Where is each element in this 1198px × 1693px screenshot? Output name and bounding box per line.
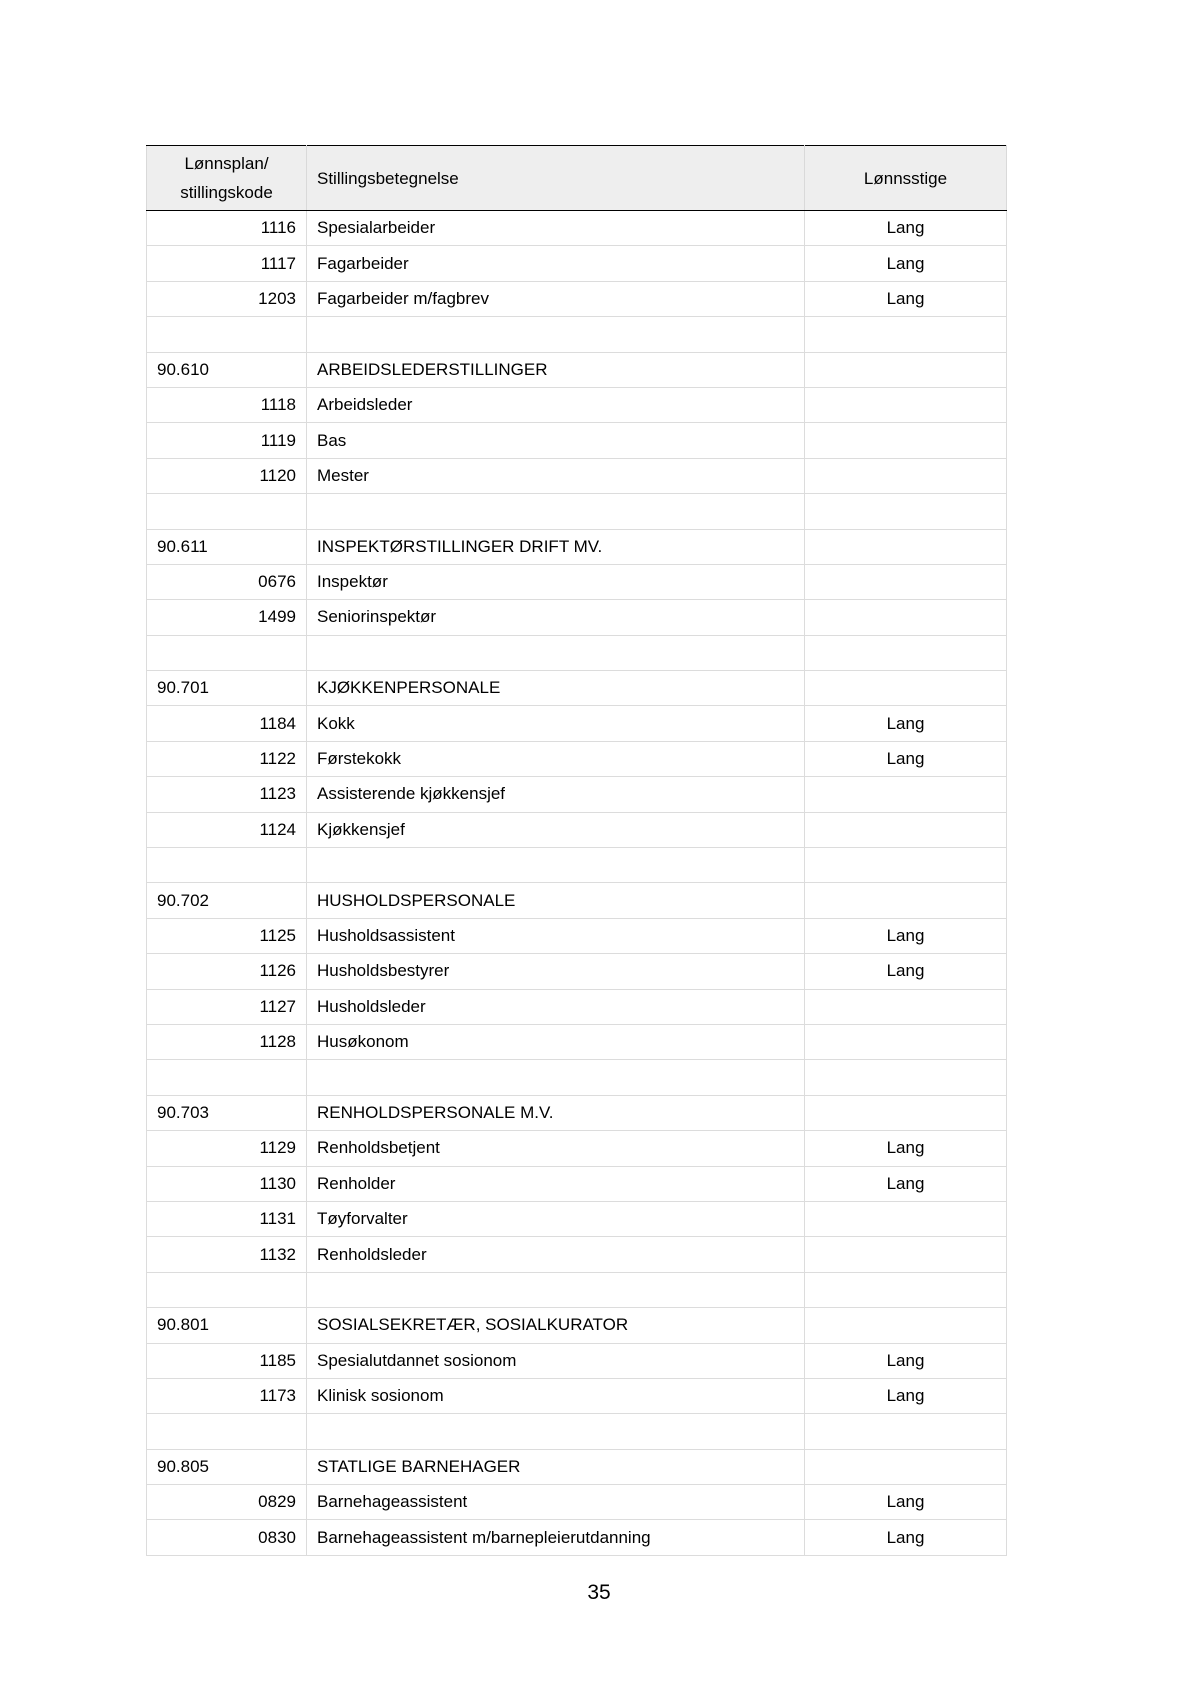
title-cell: Assisterende kjøkkensjef	[307, 777, 805, 812]
table-row	[147, 1343, 1007, 1378]
title-cell: Husøkonom	[307, 1024, 805, 1059]
spacer-row	[147, 494, 1007, 529]
title-cell: Spesialarbeider	[307, 211, 805, 246]
section-row	[147, 352, 1007, 387]
title-cell: Seniorinspektør	[307, 600, 805, 635]
code-cell: 1119	[147, 423, 307, 458]
spacer-row	[147, 848, 1007, 883]
title-cell: Renholdsbetjent	[307, 1131, 805, 1166]
table-row	[147, 954, 1007, 989]
title-cell: Kjøkkensjef	[307, 812, 805, 847]
title-cell: Inspektør	[307, 564, 805, 599]
scale-cell: Lang	[805, 281, 1007, 316]
scale-cell	[805, 387, 1007, 422]
scale-cell: Lang	[805, 1343, 1007, 1378]
table-row	[147, 211, 1007, 246]
scale-cell	[805, 989, 1007, 1024]
position-table	[146, 145, 1007, 1556]
table-row	[147, 812, 1007, 847]
scale-cell	[805, 1237, 1007, 1272]
scale-cell: Lang	[805, 211, 1007, 246]
scale-cell	[805, 1201, 1007, 1236]
code-cell: 1499	[147, 600, 307, 635]
section-title-cell: ARBEIDSLEDERSTILLINGER	[307, 352, 805, 387]
code-cell: 1173	[147, 1378, 307, 1413]
section-row	[147, 1449, 1007, 1484]
scale-cell	[805, 848, 1007, 883]
code-cell: 1131	[147, 1201, 307, 1236]
title-cell: Husholdsassistent	[307, 918, 805, 953]
table-row	[147, 1378, 1007, 1413]
scale-cell: Lang	[805, 1166, 1007, 1201]
title-cell: Spesialutdannet sosionom	[307, 1343, 805, 1378]
section-code-cell: 90.701	[147, 671, 307, 706]
scale-cell	[805, 529, 1007, 564]
title-cell: Mester	[307, 458, 805, 493]
title-cell	[307, 317, 805, 352]
code-cell: 1124	[147, 812, 307, 847]
code-cell: 1203	[147, 281, 307, 316]
title-cell: Tøyforvalter	[307, 1201, 805, 1236]
table-row	[147, 1201, 1007, 1236]
code-cell: 1125	[147, 918, 307, 953]
table-row	[147, 777, 1007, 812]
spacer-row	[147, 317, 1007, 352]
table-row	[147, 1237, 1007, 1272]
scale-cell: Lang	[805, 246, 1007, 281]
table-row	[147, 564, 1007, 599]
scale-cell: Lang	[805, 1485, 1007, 1520]
section-row	[147, 529, 1007, 564]
scale-cell: Lang	[805, 954, 1007, 989]
code-cell	[147, 1414, 307, 1449]
title-cell	[307, 1272, 805, 1307]
title-cell: Bas	[307, 423, 805, 458]
table-row	[147, 1166, 1007, 1201]
title-cell: Førstekokk	[307, 741, 805, 776]
scale-cell	[805, 1449, 1007, 1484]
scale-cell	[805, 1272, 1007, 1307]
page-number: 35	[587, 1581, 611, 1604]
header-row	[147, 146, 1007, 211]
scale-cell	[805, 635, 1007, 670]
code-cell: 1126	[147, 954, 307, 989]
section-code-cell: 90.611	[147, 529, 307, 564]
title-cell: Barnehageassistent	[307, 1485, 805, 1520]
table-row	[147, 281, 1007, 316]
code-cell	[147, 635, 307, 670]
section-code-cell: 90.610	[147, 352, 307, 387]
title-cell	[307, 635, 805, 670]
section-row	[147, 1095, 1007, 1130]
title-cell: Klinisk sosionom	[307, 1378, 805, 1413]
section-title-cell: STATLIGE BARNEHAGER	[307, 1449, 805, 1484]
code-cell	[147, 1060, 307, 1095]
header-title: Stillingsbetegnelse	[307, 146, 805, 211]
scale-cell: Lang	[805, 1520, 1007, 1555]
spacer-row	[147, 1414, 1007, 1449]
scale-cell: Lang	[805, 706, 1007, 741]
spacer-row	[147, 635, 1007, 670]
section-code-cell: 90.703	[147, 1095, 307, 1130]
section-title-cell: SOSIALSEKRETÆR, SOSIALKURATOR	[307, 1308, 805, 1343]
scale-cell	[805, 1414, 1007, 1449]
title-cell	[307, 1414, 805, 1449]
title-cell: Fagarbeider m/fagbrev	[307, 281, 805, 316]
code-cell: 0676	[147, 564, 307, 599]
section-row	[147, 1308, 1007, 1343]
table-row	[147, 600, 1007, 635]
table-row	[147, 1024, 1007, 1059]
code-cell: 1116	[147, 211, 307, 246]
spacer-row	[147, 1060, 1007, 1095]
table-header	[147, 146, 1007, 211]
code-cell: 0829	[147, 1485, 307, 1520]
title-cell	[307, 494, 805, 529]
code-cell	[147, 848, 307, 883]
scale-cell	[805, 494, 1007, 529]
scale-cell: Lang	[805, 1378, 1007, 1413]
table-body	[147, 211, 1007, 1556]
section-code-cell: 90.702	[147, 883, 307, 918]
code-cell	[147, 494, 307, 529]
code-cell: 1132	[147, 1237, 307, 1272]
table-row	[147, 246, 1007, 281]
scale-cell	[805, 1095, 1007, 1130]
section-code-cell: 90.805	[147, 1449, 307, 1484]
section-title-cell: RENHOLDSPERSONALE M.V.	[307, 1095, 805, 1130]
scale-cell	[805, 1024, 1007, 1059]
title-cell: Arbeidsleder	[307, 387, 805, 422]
scale-cell	[805, 1060, 1007, 1095]
table-row	[147, 423, 1007, 458]
table-row	[147, 706, 1007, 741]
scale-cell: Lang	[805, 741, 1007, 776]
code-cell: 1185	[147, 1343, 307, 1378]
title-cell: Fagarbeider	[307, 246, 805, 281]
section-row	[147, 883, 1007, 918]
title-cell: Barnehageassistent m/barnepleierutdanning	[307, 1520, 805, 1555]
code-cell: 1184	[147, 706, 307, 741]
code-cell: 1117	[147, 246, 307, 281]
table-row	[147, 1131, 1007, 1166]
scale-cell	[805, 883, 1007, 918]
table-row	[147, 1520, 1007, 1555]
code-cell: 1127	[147, 989, 307, 1024]
section-title-cell: INSPEKTØRSTILLINGER DRIFT MV.	[307, 529, 805, 564]
code-cell: 1130	[147, 1166, 307, 1201]
scale-cell	[805, 812, 1007, 847]
table-row	[147, 1485, 1007, 1520]
table-row	[147, 387, 1007, 422]
section-code-cell: 90.801	[147, 1308, 307, 1343]
title-cell: Kokk	[307, 706, 805, 741]
code-cell: 1122	[147, 741, 307, 776]
table-row	[147, 741, 1007, 776]
scale-cell: Lang	[805, 1131, 1007, 1166]
table-row	[147, 989, 1007, 1024]
code-cell	[147, 317, 307, 352]
scale-cell	[805, 671, 1007, 706]
code-cell: 1118	[147, 387, 307, 422]
title-cell: Husholdsbestyrer	[307, 954, 805, 989]
scale-cell: Lang	[805, 918, 1007, 953]
section-title-cell: HUSHOLDSPERSONALE	[307, 883, 805, 918]
spacer-row	[147, 1272, 1007, 1307]
code-cell	[147, 1272, 307, 1307]
scale-cell	[805, 600, 1007, 635]
table-row	[147, 918, 1007, 953]
scale-cell	[805, 1308, 1007, 1343]
section-row	[147, 671, 1007, 706]
scale-cell	[805, 317, 1007, 352]
code-cell: 0830	[147, 1520, 307, 1555]
scale-cell	[805, 777, 1007, 812]
scale-cell	[805, 458, 1007, 493]
code-cell: 1123	[147, 777, 307, 812]
header-code-line1: Lønnsplan/	[184, 154, 269, 173]
scale-cell	[805, 564, 1007, 599]
header-code-line2: stillingskode	[180, 183, 273, 202]
scale-cell	[805, 352, 1007, 387]
section-title-cell: KJØKKENPERSONALE	[307, 671, 805, 706]
table-row	[147, 458, 1007, 493]
title-cell: Husholdsleder	[307, 989, 805, 1024]
title-cell	[307, 1060, 805, 1095]
header-code	[147, 146, 307, 211]
code-cell: 1128	[147, 1024, 307, 1059]
code-cell: 1129	[147, 1131, 307, 1166]
title-cell: Renholdsleder	[307, 1237, 805, 1272]
code-cell: 1120	[147, 458, 307, 493]
title-cell: Renholder	[307, 1166, 805, 1201]
scale-cell	[805, 423, 1007, 458]
header-scale: Lønnsstige	[805, 146, 1007, 211]
title-cell	[307, 848, 805, 883]
